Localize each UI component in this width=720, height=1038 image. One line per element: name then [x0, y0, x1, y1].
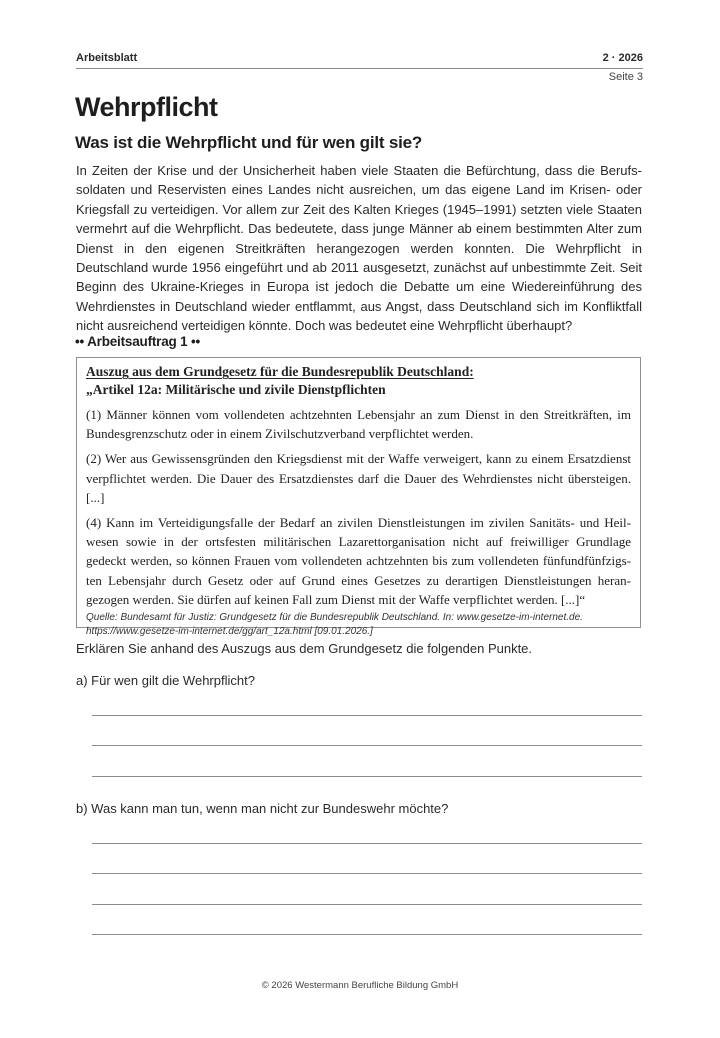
excerpt-source: Quelle: Bundesamt für Justiz: Grundgesetz für die Bundesrepublik Deutschland. In: www.gesetze-im-internet.de. https://www.gesetze-im-internet.de/gg/art_12a.html [09.01.2026.] — [86, 612, 583, 638]
excerpt-paragraph-4: (4) Kann im Verteidigungsfalle der Bedarf an zivilen Dienstleistungen im zivilen Sanitäts- und Heilwesen sowie in der ortsfesten militärischen Lazarettorganisation nicht auf freiwilliger Grundlage gedeckt werden, so können Frauen vom vollendeten achtzehnten bis zum vollendeten fünfundfünfzigsten Lebensjahr durch Gesetz oder auf Grund eines Gesetzes zu derartigen Dienstleistungen herangezogen werden. Sie dürfen auf keinen Fall zum Dienst mit der Waffe verpflichtet werden. [...]“ — [86, 515, 631, 607]
answer-line-a-3[interactable] — [92, 776, 642, 777]
header-doc-type: Arbeitsblatt — [76, 52, 138, 64]
task-heading: •• Arbeitsauftrag 1 •• — [75, 334, 201, 349]
answer-line-b-4[interactable] — [92, 934, 642, 935]
header-issue: 2 · 2026 — [602, 52, 643, 64]
header-page-number: Seite 3 — [608, 71, 643, 83]
excerpt-title: Auszug aus dem Grundgesetz für die Bundesrepublik Deutschland: — [86, 364, 474, 379]
answer-line-b-1[interactable] — [92, 843, 642, 844]
excerpt-paragraph-2: (2) Wer aus Gewissensgründen den Kriegsdienst mit der Waffe verweigert, kann zu einem Ersatzdienst verpflichtet werden. Die Dauer des Ersatzdienstes darf die Dauer des Wehrdienstes nicht übersteigen. [...] — [86, 451, 631, 505]
answer-line-b-3[interactable] — [92, 904, 642, 905]
copyright-footer: © 2026 Westermann Berufliche Bildung GmbH — [261, 980, 459, 991]
answer-line-a-1[interactable] — [92, 715, 642, 716]
excerpt-article-heading: „Artikel 12a: Militärische und zivile Dienstpflichten — [86, 382, 386, 397]
excerpt-paragraph-1: (1) Männer können vom vollendeten achtzehnten Lebensjahr an zum Dienst in den Streitkräften, im Bundesgrenzschutz oder in einem Zivilschutzverband verpflichtet werden. — [86, 407, 631, 442]
page-title: Wehrpflicht — [75, 92, 218, 122]
answer-line-b-2[interactable] — [92, 873, 642, 874]
question-a: a) Für wen gilt die Wehrpflicht? — [76, 673, 255, 688]
law-excerpt-box — [76, 357, 641, 638]
intro-paragraph: In Zeiten der Krise und der Unsicherheit haben viele Staaten die Befürchtung, dass die Berufssoldaten und Reservisten eines Landes nicht ausreichen, um das eigene Land im Krisen- oder Kriegsfall zu verteidigen. Vor allem zur Zeit des Kalten Krieges (1945–1991) setzten viele Staaten vermehrt auf die Wehrpflicht. Das bedeutete, dass junge Männer ab einem bestimmten Alter zum Dienst in den eigenen Streitkräften herangezogen werden konnten. Die Wehrpflicht in Deutschland wurde 1956 eingeführt und ab 2011 ausgesetzt, zunächst auf unbestimmte Zeit. Seit Beginn des Ukraine-Krieges in Europa ist jedoch die Debatte um eine Wiedereinführung des Wehrdienstes in Deutschland wieder entflammt, aus Angst, dass Deutschland sich im Konfliktfall nicht ausreichend verteidigen könnte. Doch was bedeutet eine Wehrpflicht überhaupt? — [76, 163, 642, 334]
task-instruction: Erklären Sie anhand des Auszugs aus dem Grundgesetz die folgenden Punkte. — [76, 641, 533, 656]
header-divider — [76, 68, 643, 69]
question-b: b) Was kann man tun, wenn man nicht zur Bundeswehr möchte? — [76, 801, 449, 816]
answer-line-a-2[interactable] — [92, 745, 642, 746]
section-subtitle: Was ist die Wehrpflicht und für wen gilt sie? — [75, 133, 423, 152]
